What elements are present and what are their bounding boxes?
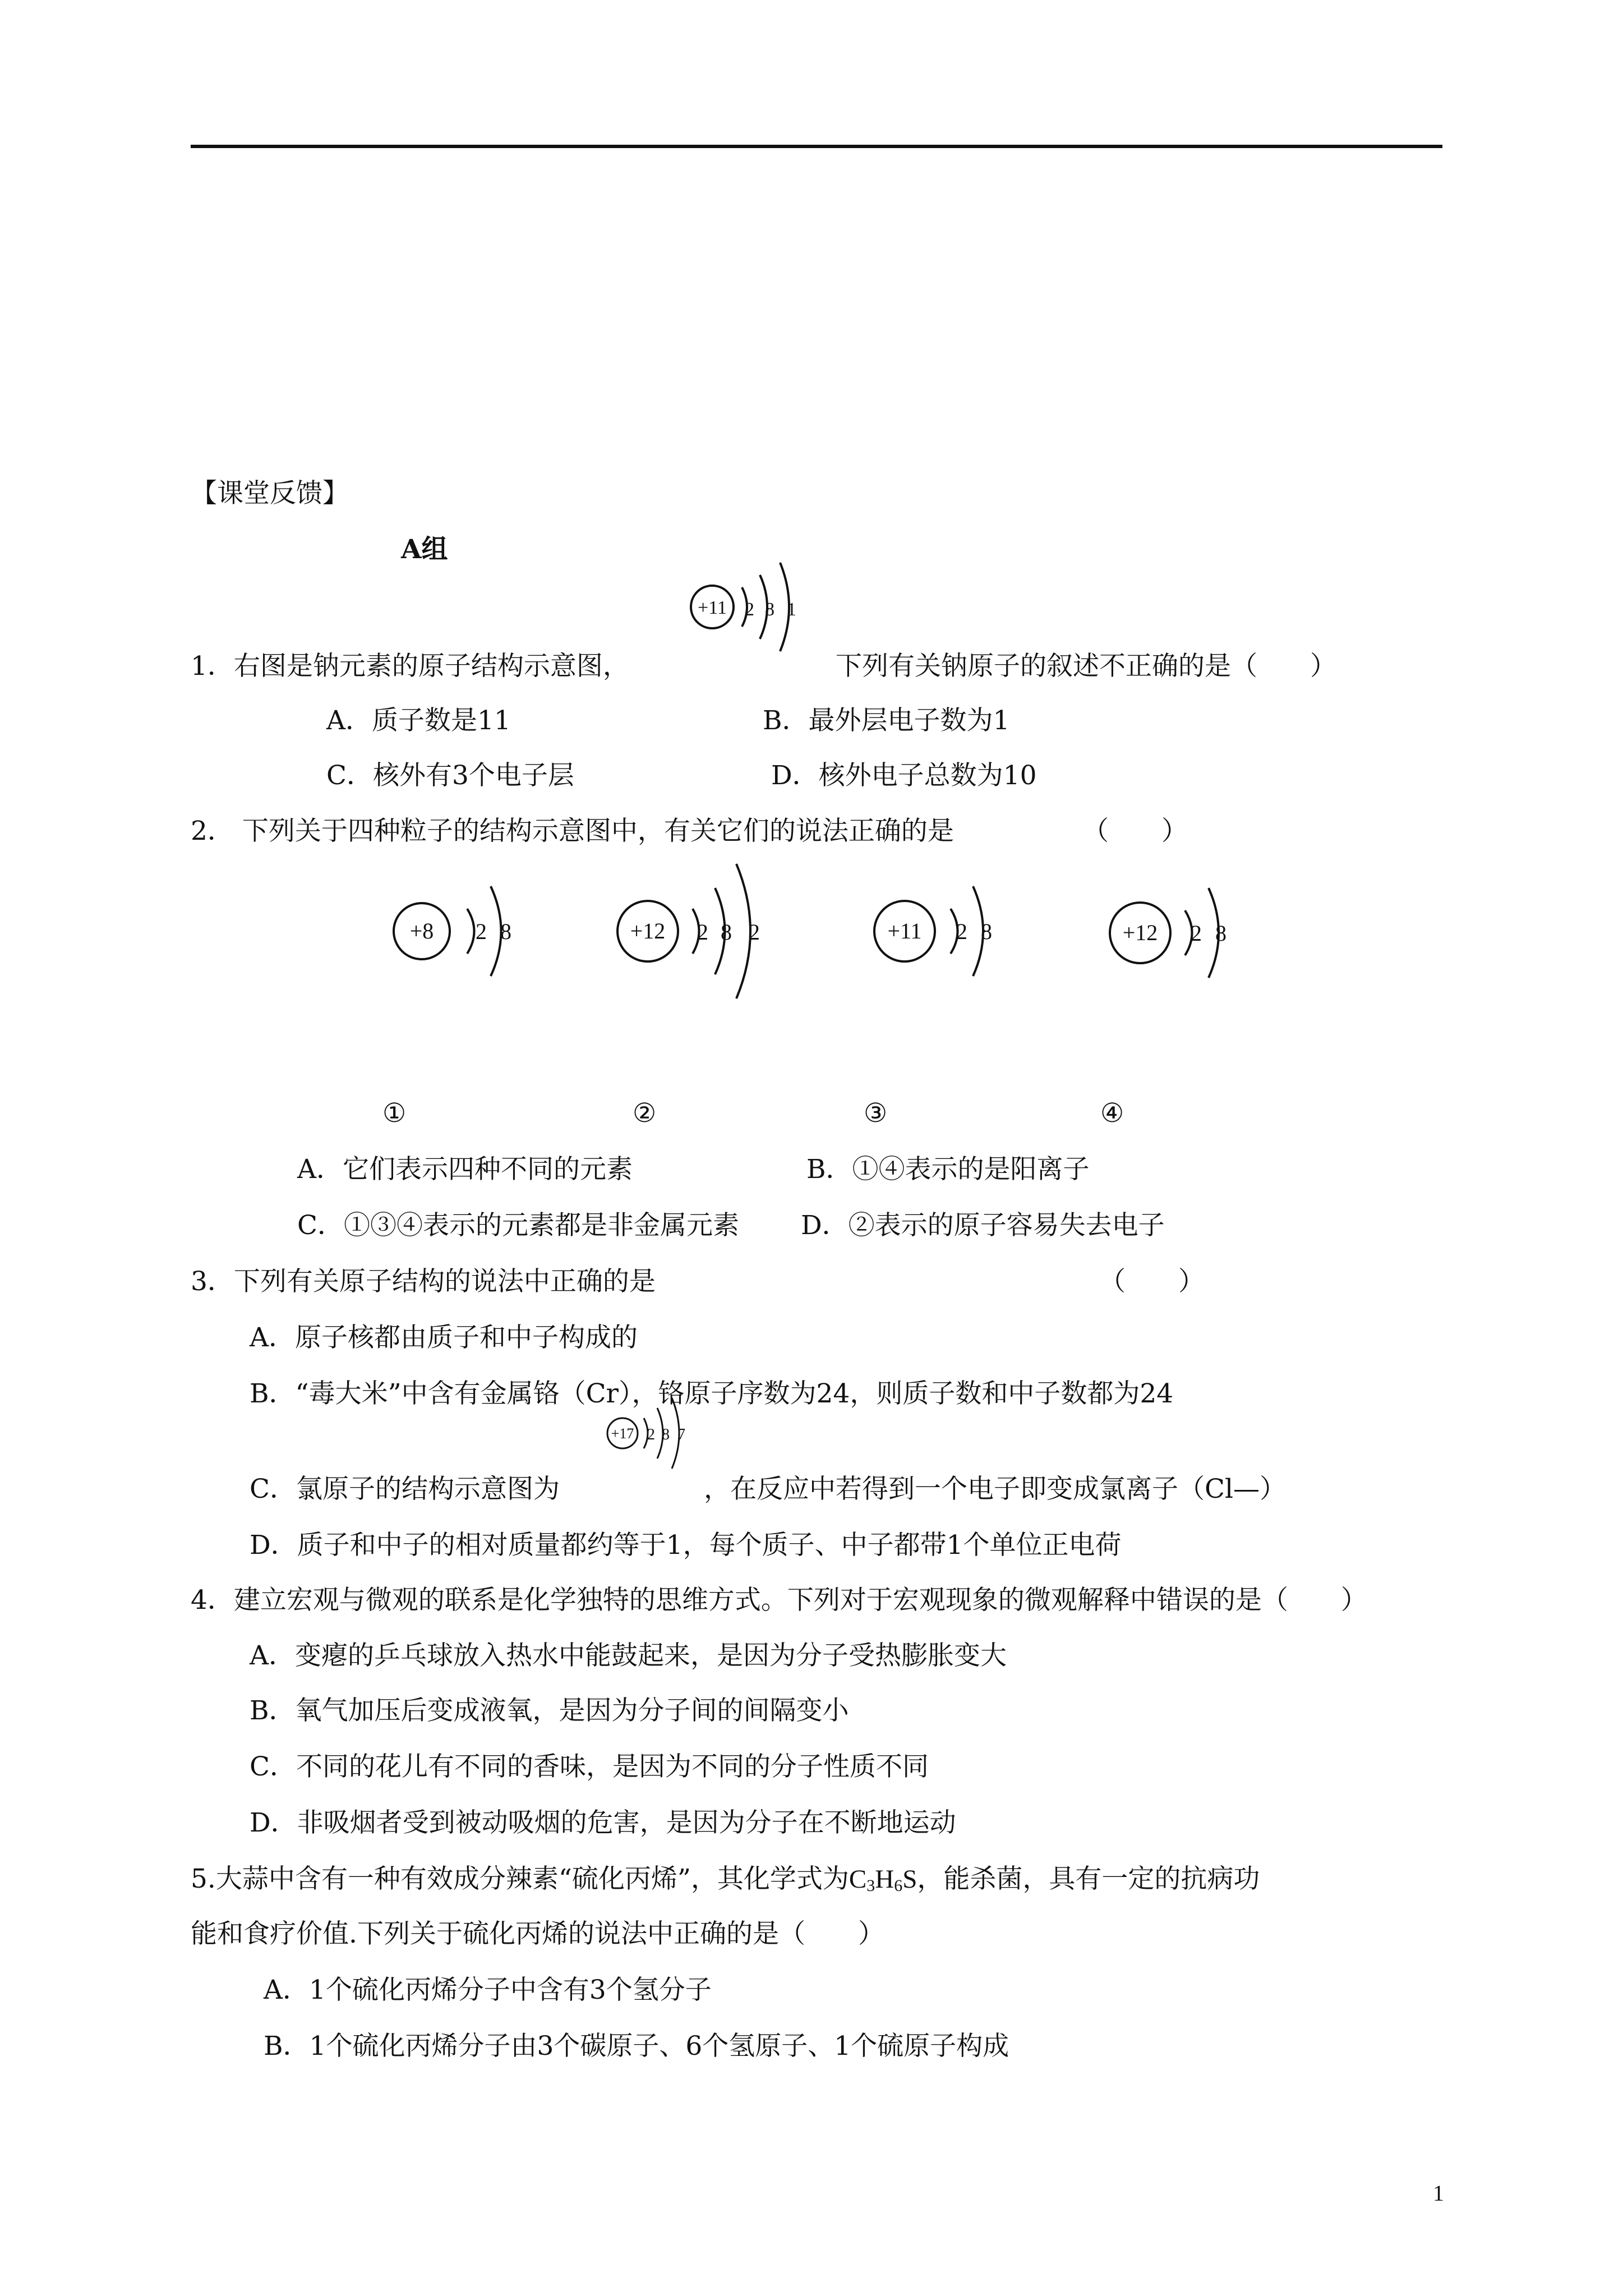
q2-option-a: A．它们表示四种不同的元素	[297, 1154, 633, 1185]
q5-stem-line1: 5.大蒜中含有一种有效成分辣素“硫化丙烯”，其化学式为$C_3H_6S$，能杀菌，具有一定的抗病功	[191, 1864, 1260, 1895]
q4-option-a: A．变瘪的乒乓球放入热水中能鼓起来，是因为分子受热膨胀变大	[250, 1640, 1007, 1671]
particle-shell-label: 2	[476, 919, 487, 944]
particle-4-label: ④	[1100, 1098, 1124, 1129]
particle-3-label: ③	[864, 1098, 888, 1129]
q1-option-d: D．核外电子总数为10	[771, 760, 1037, 791]
q4-option-b: B．氧气加压后变成液氧，是因为分子间的间隔变小	[250, 1695, 849, 1726]
particle-1-diagram	[393, 858, 527, 987]
sodium-atom-diagram	[687, 553, 822, 662]
atom-shell-label: 1	[787, 599, 796, 620]
particle-shell-label: 8	[500, 919, 511, 944]
q4-option-d: D．非吸烟者受到被动吸烟的危害，是因为分子在不断地运动	[250, 1807, 956, 1838]
q3-option-a: A．原子核都由质子和中子构成的	[250, 1322, 638, 1353]
q4-option-c: C．不同的花儿有不同的香味，是因为不同的分子性质不同	[250, 1751, 929, 1782]
atom-shell-label: 2	[745, 599, 754, 620]
particle-nucleus-label: +12	[1122, 920, 1158, 945]
atom-shell-label: 8	[662, 1426, 670, 1443]
particle-shell-label: 2	[956, 919, 967, 944]
q1-option-a: A．质子数是11	[326, 705, 511, 736]
particle-4-diagram	[1108, 858, 1242, 987]
q3-option-c-cont: ，在反应中若得到一个电子即变成氯离子（Cl—）	[704, 1474, 1286, 1504]
particle-shell-label: 2	[1191, 921, 1202, 946]
particle-nucleus-label: +11	[887, 918, 922, 944]
particle-nucleus-label: +8	[409, 918, 434, 944]
atom-shell-label: 2	[647, 1426, 655, 1443]
q3-option-d: D．质子和中子的相对质量都约等于1，每个质子、中子都带1个单位正电荷	[250, 1530, 1122, 1561]
q3-option-c: C．氯原子的结构示意图为	[250, 1474, 560, 1504]
q2-stem: 2． 下列关于四种粒子的结构示意图中，有关它们的说法正确的是	[191, 816, 954, 846]
particle-shell-label: 2	[697, 919, 708, 945]
q2-answer-paren: （ ）	[1082, 816, 1188, 846]
q1-option-c: C．核外有3个电子层	[326, 760, 574, 791]
particle-2-label: ②	[633, 1098, 657, 1129]
q5-stem-line2: 能和食疗价值.下列关于硫化丙烯的说法中正确的是（ ）	[191, 1918, 884, 1949]
particle-shell-label: 8	[1215, 921, 1227, 946]
atom-shell-label: 7	[677, 1426, 685, 1443]
chemical-formula: $C_3H_6S$	[849, 1865, 917, 1895]
atom-nucleus-label: +17	[611, 1425, 634, 1442]
q2-option-c: C．①③④表示的元素都是非金属元素	[297, 1210, 739, 1241]
particle-1-label: ①	[382, 1098, 407, 1129]
group-title: A组	[401, 534, 448, 565]
q5-option-b: B．1个硫化丙烯分子由3个碳原子、6个氢原子、1个硫原子构成	[264, 2031, 1009, 2062]
q3-option-b: B．“毒大米”中含有金属铬（Cr），铬原子序数为24，则质子数和中子数都为24	[250, 1378, 1174, 1409]
particle-3-diagram	[872, 858, 1007, 987]
q4-stem: 4．建立宏观与微观的联系是化学独特的思维方式。下列对于宏观现象的微观解释中错误的是（ ）	[191, 1585, 1367, 1616]
q5-option-a: A．1个硫化丙烯分子中含有3个氢分子	[264, 1975, 712, 2005]
q2-option-d: D．②表示的原子容易失去电子	[801, 1210, 1165, 1241]
atom-nucleus-label: +11	[698, 597, 727, 618]
particle-shell-label: 8	[721, 919, 732, 945]
q1-stem: 1．右图是钠元素的原子结构示意图，	[191, 651, 629, 682]
particle-nucleus-label: +12	[630, 918, 666, 944]
page-number: 1	[1433, 2180, 1444, 2206]
q1-option-b: B．最外层电子数为1	[763, 705, 1010, 736]
section-title: 【课堂反馈】	[191, 478, 349, 509]
q3-answer-paren: （ ）	[1099, 1266, 1205, 1297]
chlorine-atom-diagram	[606, 1391, 718, 1475]
q2-option-b: B．①④表示的是阳离子	[806, 1154, 1090, 1185]
atom-shell-label: 8	[765, 599, 774, 620]
q3-stem: 3．下列有关原子结构的说法中正确的是	[191, 1266, 656, 1297]
q1-stem-end: 下列有关钠原子的叙述不正确的是（ ）	[836, 651, 1336, 682]
particle-shell-label: 2	[749, 919, 760, 945]
particle-shell-label: 8	[981, 919, 992, 944]
particle-2-diagram	[614, 855, 782, 1007]
header-rule	[191, 145, 1442, 148]
